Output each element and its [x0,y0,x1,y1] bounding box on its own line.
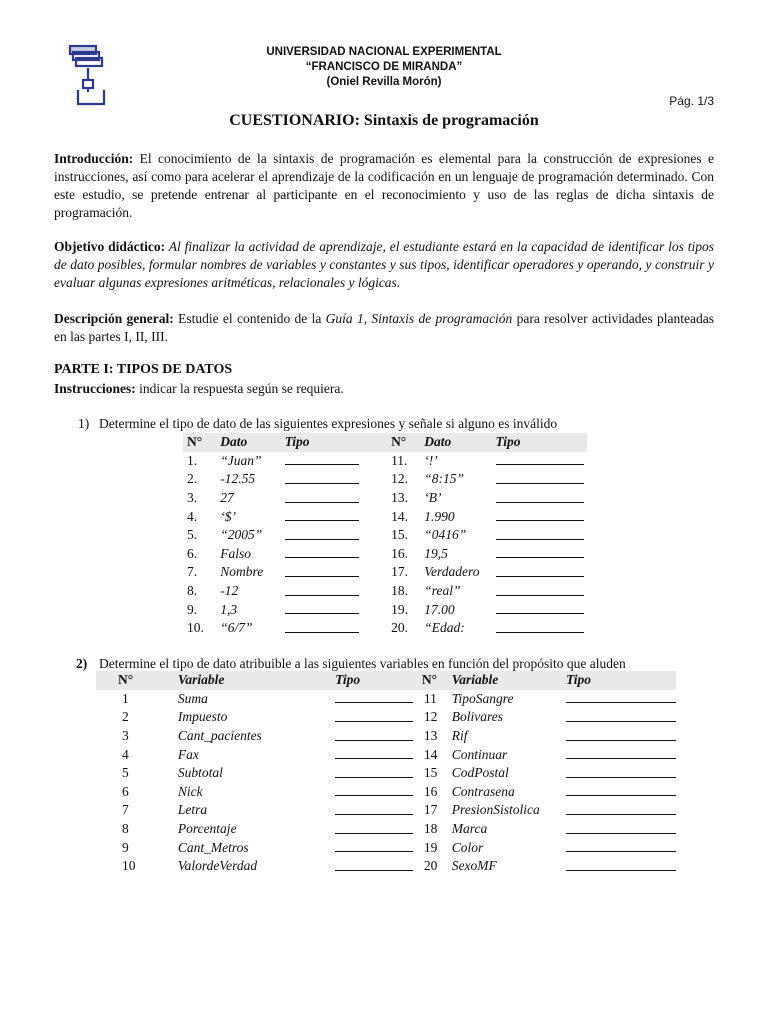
q1-item-number: 2. [187,471,198,487]
q2-item-number: 18 [423,821,438,837]
q2-text: Determine el tipo de dato atribuible a las siguientes variables en función del propósito que aluden [99,656,626,671]
q2-answer-cell [566,690,676,709]
q1-answer-cell [496,526,587,545]
q1-item-value: “6/7” [220,620,253,636]
objective-label: Objetivo didáctico: [54,239,166,254]
q2-answer-cell [566,764,676,783]
q1-col-n: N° [183,433,220,452]
q1-answer-line[interactable] [285,508,359,521]
q2-item-variable: Fax [177,746,199,762]
q1-row [183,600,587,619]
q2-item-number: 13 [423,728,438,744]
q1-item-value: “0416” [424,527,467,543]
q1-item-value: 17.00 [424,601,455,617]
q2-item-number: 8 [122,821,129,837]
q2-answer-cell [566,708,676,727]
q1-answer-line[interactable] [285,620,359,633]
q2-answer-line[interactable] [566,802,676,815]
q2-row [96,857,676,876]
q2-answer-line[interactable] [335,783,413,796]
q1-item-number: 20. [391,620,408,636]
q2-item-number: 12 [423,709,438,725]
q1-item-value: 19,5 [424,545,448,561]
q2-col-tipo: Tipo [335,671,422,690]
q1-answer-cell [496,489,587,508]
q1-answer-cell [285,526,380,545]
q2-answer-line[interactable] [566,821,676,834]
q2-table [96,671,676,876]
q2-col-var-2: Variable [452,671,566,690]
q2-item-variable: Cant_pacientes [177,728,262,744]
q1-item-number: 14. [391,508,408,524]
instr-label: Instrucciones: [54,381,136,396]
q1-answer-line[interactable] [285,527,359,540]
q1-header-row [183,433,587,452]
q1-item-value: “Juan” [220,452,262,468]
q1-item-number: 10. [187,620,204,636]
q1-col-n-2: N° [379,433,424,452]
q2-answer-line[interactable] [335,690,413,703]
q2-answer-cell [566,727,676,746]
q2-item-number: 17 [423,802,438,818]
q1-item-value: ‘B’ [424,490,442,506]
q2-col-var: Variable [178,671,335,690]
q2-item-variable: Continuar [451,746,508,762]
q2-item-number: 1 [122,690,129,706]
q2-item-number: 3 [122,728,129,744]
q2-row [96,783,676,802]
q2-answer-line[interactable] [566,728,676,741]
q1-answer-line[interactable] [496,490,584,503]
q1-item-value: “2005” [220,527,263,543]
q2-answer-cell [335,857,422,876]
intro-paragraph [54,150,714,222]
q1-answer-cell [285,600,380,619]
q2-item-number: 20 [423,858,438,874]
q1-item-value: “real” [424,583,461,599]
q1-answer-line[interactable] [285,545,359,558]
q2-item-variable: Letra [177,802,208,818]
q2-item-number: 15 [423,765,438,781]
q2-item-variable: CodPostal [451,765,509,781]
q2-item-number: 19 [423,839,438,855]
description-text-a: Estudie el contenido de la [173,311,326,326]
q1-answer-cell [285,507,380,526]
q2-col-n-2: N° [422,671,452,690]
q2-item-number: 16 [423,783,438,799]
q1-answer-line[interactable] [496,527,584,540]
q2-answer-cell [566,857,676,876]
q1-answer-cell [496,563,587,582]
q2-item-number: 11 [423,690,437,706]
q2-row [96,764,676,783]
q2-answer-line[interactable] [566,858,676,871]
q1-answer-cell [496,582,587,601]
intro-text: El conocimiento de la sintaxis de programación es elemental para la construcción de expresiones e instrucciones, así como para acelerar el aprendizaje de la codificación en un lenguaje de programación determinado. Con este estudio, se pretende entrenar al participante en el reconocimiento y uso de las reglas de dicha sintaxis de programación. [54,151,714,220]
q1-item-value: Falso [220,545,251,561]
q1-item-number: 9. [187,601,198,617]
q1-answer-line[interactable] [496,471,584,484]
q2-row [96,820,676,839]
q1-answer-cell [496,452,587,471]
q2-answer-line[interactable] [335,821,413,834]
q1-answer-cell [285,582,380,601]
q1-row [183,545,587,564]
q2-answer-line[interactable] [566,839,676,852]
q1-row [183,507,587,526]
q2-row [96,801,676,820]
q1-answer-cell [496,545,587,564]
q1-answer-line[interactable] [496,564,584,577]
q1-answer-line[interactable] [285,471,359,484]
q2-item-variable: PresionSistolica [451,802,540,818]
q1-answer-line[interactable] [496,452,584,465]
q2-answer-cell [335,783,422,802]
q1-table [183,433,587,638]
q2-answer-line[interactable] [335,802,413,815]
q1-item-value: “Edad: [424,620,465,636]
q2-answer-cell [566,745,676,764]
instr-text: indicar la respuesta según se requiera. [135,381,344,396]
q1-col-tipo-2: Tipo [496,433,587,452]
q2-answer-cell [335,708,422,727]
q1-answer-line[interactable] [285,564,359,577]
university-subname: “FRANCISCO DE MIRANDA” [305,61,463,73]
q2-number: 2) [76,656,88,671]
q1-row [183,489,587,508]
q1-item-value: 1,3 [220,601,238,617]
q2-answer-cell [335,764,422,783]
q2-item-variable: Color [451,839,484,855]
q1-item-number: 18. [391,583,408,599]
q1-item-number: 17. [391,564,408,580]
q2-item-variable: Subtotal [177,765,223,781]
q1-answer-cell [496,619,587,638]
q2-header-row [96,671,676,690]
q1-answer-line[interactable] [285,583,359,596]
q2-row [96,838,676,857]
q2-item-number: 9 [122,839,129,855]
q2-row [96,727,676,746]
q1-item-value: “8:15” [424,471,465,487]
q2-answer-cell [335,820,422,839]
q1-item-value: Nombre [220,564,264,580]
q2-answer-line[interactable] [335,765,413,778]
q1-row [183,582,587,601]
q2-item-variable: Porcentaje [177,821,237,837]
q1-answer-line[interactable] [285,452,359,465]
q2-col-n: N° [96,671,178,690]
q2-item-number: 7 [122,802,129,818]
q2-item-variable: Impuesto [177,709,228,725]
q1-answer-cell [285,452,380,471]
q2-item-variable: Suma [177,690,208,706]
q1-answer-line[interactable] [496,545,584,558]
q2-answer-line[interactable] [335,728,413,741]
q2-answer-cell [566,783,676,802]
description-guide: Guía 1, Sintaxis de programación [325,311,513,326]
q2-answer-cell [566,820,676,839]
page-number: Pág. 1/3 [669,94,714,108]
q1-item-number: 16. [391,545,408,561]
q1-answer-cell [285,545,380,564]
q1-item-value: ‘$’ [220,508,236,524]
q1-item-value: 27 [220,490,234,506]
q1-answer-cell [285,470,380,489]
q2-item-variable: Rif [451,728,468,744]
q1-number: 1) [78,416,90,431]
description-paragraph [54,310,714,346]
q1-row [183,470,587,489]
q1-row [183,526,587,545]
q2-row [96,745,676,764]
q2-answer-line[interactable] [566,746,676,759]
q1-row [183,563,587,582]
q1-item-number: 12. [391,471,408,487]
q2-row [96,690,676,709]
q2-row [96,708,676,727]
page-title: CUESTIONARIO: Sintaxis de programación [229,112,539,129]
q2-item-number: 10 [122,858,136,874]
q2-answer-line[interactable] [335,839,413,852]
q2-item-variable: SexoMF [451,858,497,874]
part1-heading: PARTE I: TIPOS DE DATOS [54,362,233,377]
q1-answer-line[interactable] [496,601,584,614]
q2-answer-cell [335,690,422,709]
description-text-c: para resolver actividades planteadas en las partes I, II, III. [54,311,714,344]
q1-item-value: 1.990 [424,508,455,524]
q2-answer-line[interactable] [566,765,676,778]
university-name: UNIVERSIDAD NACIONAL EXPERIMENTAL [266,46,502,58]
q2-answer-cell [566,838,676,857]
q1-row [183,452,587,471]
q1-row [183,619,587,638]
q1-col-tipo: Tipo [285,433,380,452]
q1-item-value: ‘!’ [424,452,438,468]
q1-item-number: 8. [187,583,198,599]
q1-item-value: Verdadero [424,564,480,580]
q1-item-number: 6. [187,545,198,561]
q2-item-variable: TipoSangre [451,690,514,706]
q2-answer-cell [566,801,676,820]
q1-item-number: 5. [187,527,198,543]
q1-item-number: 19. [391,601,408,617]
q1-answer-cell [496,507,587,526]
q2-item-number: 6 [122,783,129,799]
q1-answer-line[interactable] [285,601,359,614]
q2-item-variable: Marca [451,821,488,837]
intro-label: Introducción: [54,151,134,166]
q1-answer-cell [285,619,380,638]
q1-text: Determine el tipo de dato de las siguientes expresiones y señale si alguno es inválido [99,416,558,431]
q2-item-number: 14 [423,746,438,762]
q1-answer-cell [496,470,587,489]
q1-answer-cell [496,600,587,619]
q1-answer-line[interactable] [496,508,584,521]
q1-item-number: 4. [187,508,198,524]
q1-item-number: 11. [391,452,408,468]
q1-answer-cell [285,489,380,508]
q1-item-value: -12.55 [220,471,256,487]
description-label: Descripción general: [54,311,174,326]
q1-answer-line[interactable] [285,490,359,503]
q2-item-variable: ValordeVerdad [177,858,258,874]
q2-answer-line[interactable] [335,858,413,871]
q2-answer-line[interactable] [566,709,676,722]
q2-answer-line[interactable] [566,690,676,703]
q2-answer-line[interactable] [335,746,413,759]
q2-item-variable: Contrasena [451,783,515,799]
objective-text: Al finalizar la actividad de aprendizaje, el estudiante estará en la capacidad de identificar los tipos de dato posibles, formular nombres de variables y constantes y sus tipos, identificar operadores y operando, y construir y evaluar algunas expresiones aritméticas, relacionales y lógicas. [54,239,714,290]
q1-col-dato-2: Dato [424,433,495,452]
q2-item-variable: Cant_Metros [177,839,249,855]
q2-item-number: 4 [122,746,129,762]
q2-item-variable: Nick [177,783,203,799]
q2-answer-line[interactable] [566,783,676,796]
q1-item-number: 3. [187,490,198,506]
q2-answer-cell [335,745,422,764]
q2-answer-cell [335,838,422,857]
q1-item-value: -12 [220,583,239,599]
part1-instructions [54,380,714,398]
author: (Oniel Revilla Morón) [326,76,442,88]
q1-item-number: 13. [391,490,408,506]
q2-item-number: 2 [122,709,129,725]
q1-item-number: 15. [391,527,408,543]
q2-col-tipo-2: Tipo [566,671,676,690]
q1-item-number: 7. [187,564,198,580]
q2-answer-line[interactable] [335,709,413,722]
q2-item-number: 5 [122,765,129,781]
q2-answer-cell [335,801,422,820]
q1-answer-cell [285,563,380,582]
objective-paragraph [54,238,714,292]
q1-answer-line[interactable] [496,620,584,633]
q1-answer-line[interactable] [496,583,584,596]
q2-answer-cell [335,727,422,746]
q1-col-dato: Dato [220,433,284,452]
q2-item-variable: Bolivares [451,709,504,725]
q1-item-number: 1. [187,452,198,468]
